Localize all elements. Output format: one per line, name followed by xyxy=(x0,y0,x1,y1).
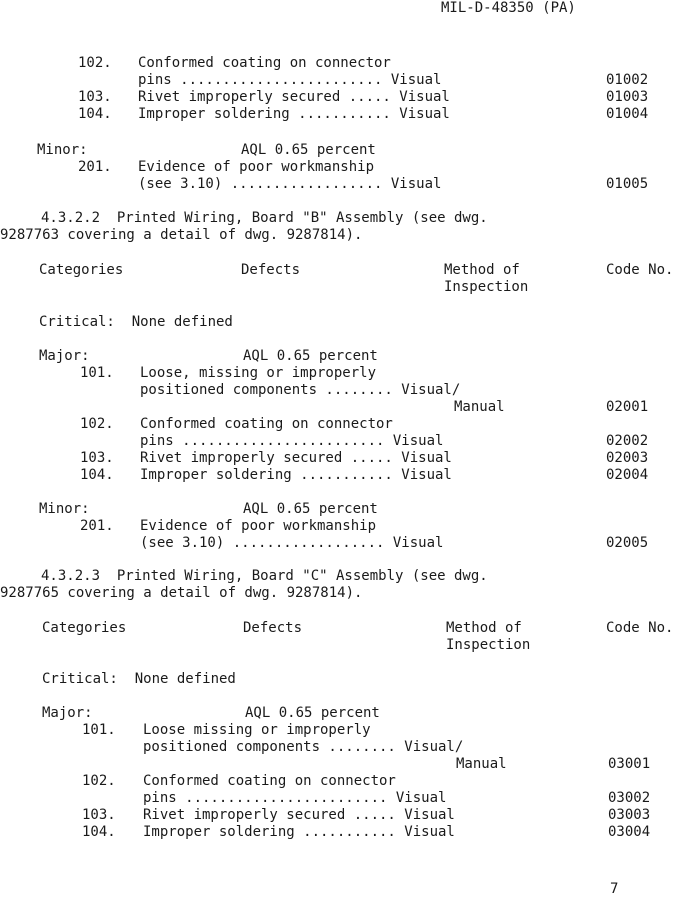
code-number: 02001 xyxy=(606,399,649,415)
item-number: 102. xyxy=(80,416,114,432)
item-description: (see 3.10) .................. Visual xyxy=(140,535,444,551)
item-number: 201. xyxy=(80,518,114,534)
aql-label: AQL 0.65 percent xyxy=(245,705,380,721)
document-id: MIL-D-48350 (PA) xyxy=(441,0,576,16)
item-description: Rivet improperly secured ..... Visual xyxy=(143,807,455,823)
item-description: Evidence of poor workmanship xyxy=(140,518,377,534)
column-header-code: Code No. xyxy=(606,262,674,278)
item-description: Improper soldering ........... Visual xyxy=(140,467,452,483)
item-description: Loose missing or improperly xyxy=(143,722,371,738)
aql-label: AQL 0.65 percent xyxy=(243,501,378,517)
column-header-method: Method of xyxy=(446,620,522,636)
section-heading: 9287765 covering a detail of dwg. 9287814). xyxy=(0,585,363,601)
category-label: Major: xyxy=(39,348,90,364)
column-header-method: Inspection xyxy=(446,637,531,653)
item-number: 104. xyxy=(82,824,116,840)
item-number: 104. xyxy=(80,467,114,483)
item-number: 103. xyxy=(80,450,114,466)
item-number: 201. xyxy=(78,159,112,175)
item-description: Improper soldering ........... Visual xyxy=(143,824,455,840)
category-label: Minor: xyxy=(39,501,90,517)
critical-line: Critical: None defined xyxy=(39,314,233,330)
item-description: Conformed coating on connector xyxy=(140,416,393,432)
category-label: Major: xyxy=(42,705,93,721)
column-header-code: Code No. xyxy=(606,620,674,636)
item-number: 103. xyxy=(82,807,116,823)
column-header-categories: Categories xyxy=(42,620,127,636)
code-number: 03002 xyxy=(608,790,651,806)
column-header-defects: Defects xyxy=(241,262,301,278)
item-description: pins ........................ Visual xyxy=(140,433,444,449)
code-number: 01003 xyxy=(606,89,649,105)
item-description: Rivet improperly secured ..... Visual xyxy=(140,450,452,466)
item-description: pins ........................ Visual xyxy=(143,790,447,806)
code-number: 03004 xyxy=(608,824,651,840)
code-number: 03003 xyxy=(608,807,651,823)
item-method: Manual xyxy=(456,756,507,772)
item-description: positioned components ........ Visual/ xyxy=(143,739,464,755)
item-number: 101. xyxy=(80,365,114,381)
item-method: Manual xyxy=(454,399,505,415)
code-number: 01002 xyxy=(606,72,649,88)
code-number: 02002 xyxy=(606,433,649,449)
item-number: 104. xyxy=(78,106,112,122)
code-number: 02004 xyxy=(606,467,649,483)
aql-label: AQL 0.65 percent xyxy=(243,348,378,364)
item-description: positioned components ........ Visual/ xyxy=(140,382,461,398)
critical-line: Critical: None defined xyxy=(42,671,236,687)
section-heading: 4.3.2.2 Printed Wiring, Board "B" Assembly (see dwg. xyxy=(41,210,488,226)
column-header-categories: Categories xyxy=(39,262,124,278)
aql-label: AQL 0.65 percent xyxy=(241,142,376,158)
item-number: 102. xyxy=(78,55,112,71)
section-heading: 4.3.2.3 Printed Wiring, Board "C" Assembly (see dwg. xyxy=(41,568,488,584)
column-header-defects: Defects xyxy=(243,620,303,636)
item-number: 101. xyxy=(82,722,116,738)
item-description: Conformed coating on connector xyxy=(143,773,396,789)
item-number: 102. xyxy=(82,773,116,789)
item-description: Improper soldering ........... Visual xyxy=(138,106,450,122)
category-label: Minor: xyxy=(37,142,88,158)
code-number: 01005 xyxy=(606,176,649,192)
item-description: pins ........................ Visual xyxy=(138,72,442,88)
item-description: Rivet improperly secured ..... Visual xyxy=(138,89,450,105)
column-header-method: Method of xyxy=(444,262,520,278)
code-number: 02005 xyxy=(606,535,649,551)
section-heading: 9287763 covering a detail of dwg. 9287814). xyxy=(0,227,363,243)
item-description: Conformed coating on connector xyxy=(138,55,391,71)
item-description: Loose, missing or improperly xyxy=(140,365,377,381)
item-number: 103. xyxy=(78,89,112,105)
code-number: 03001 xyxy=(608,756,651,772)
item-description: (see 3.10) .................. Visual xyxy=(138,176,442,192)
item-description: Evidence of poor workmanship xyxy=(138,159,375,175)
code-number: 02003 xyxy=(606,450,649,466)
column-header-method: Inspection xyxy=(444,279,529,295)
page-number: 7 xyxy=(610,881,619,897)
code-number: 01004 xyxy=(606,106,649,122)
